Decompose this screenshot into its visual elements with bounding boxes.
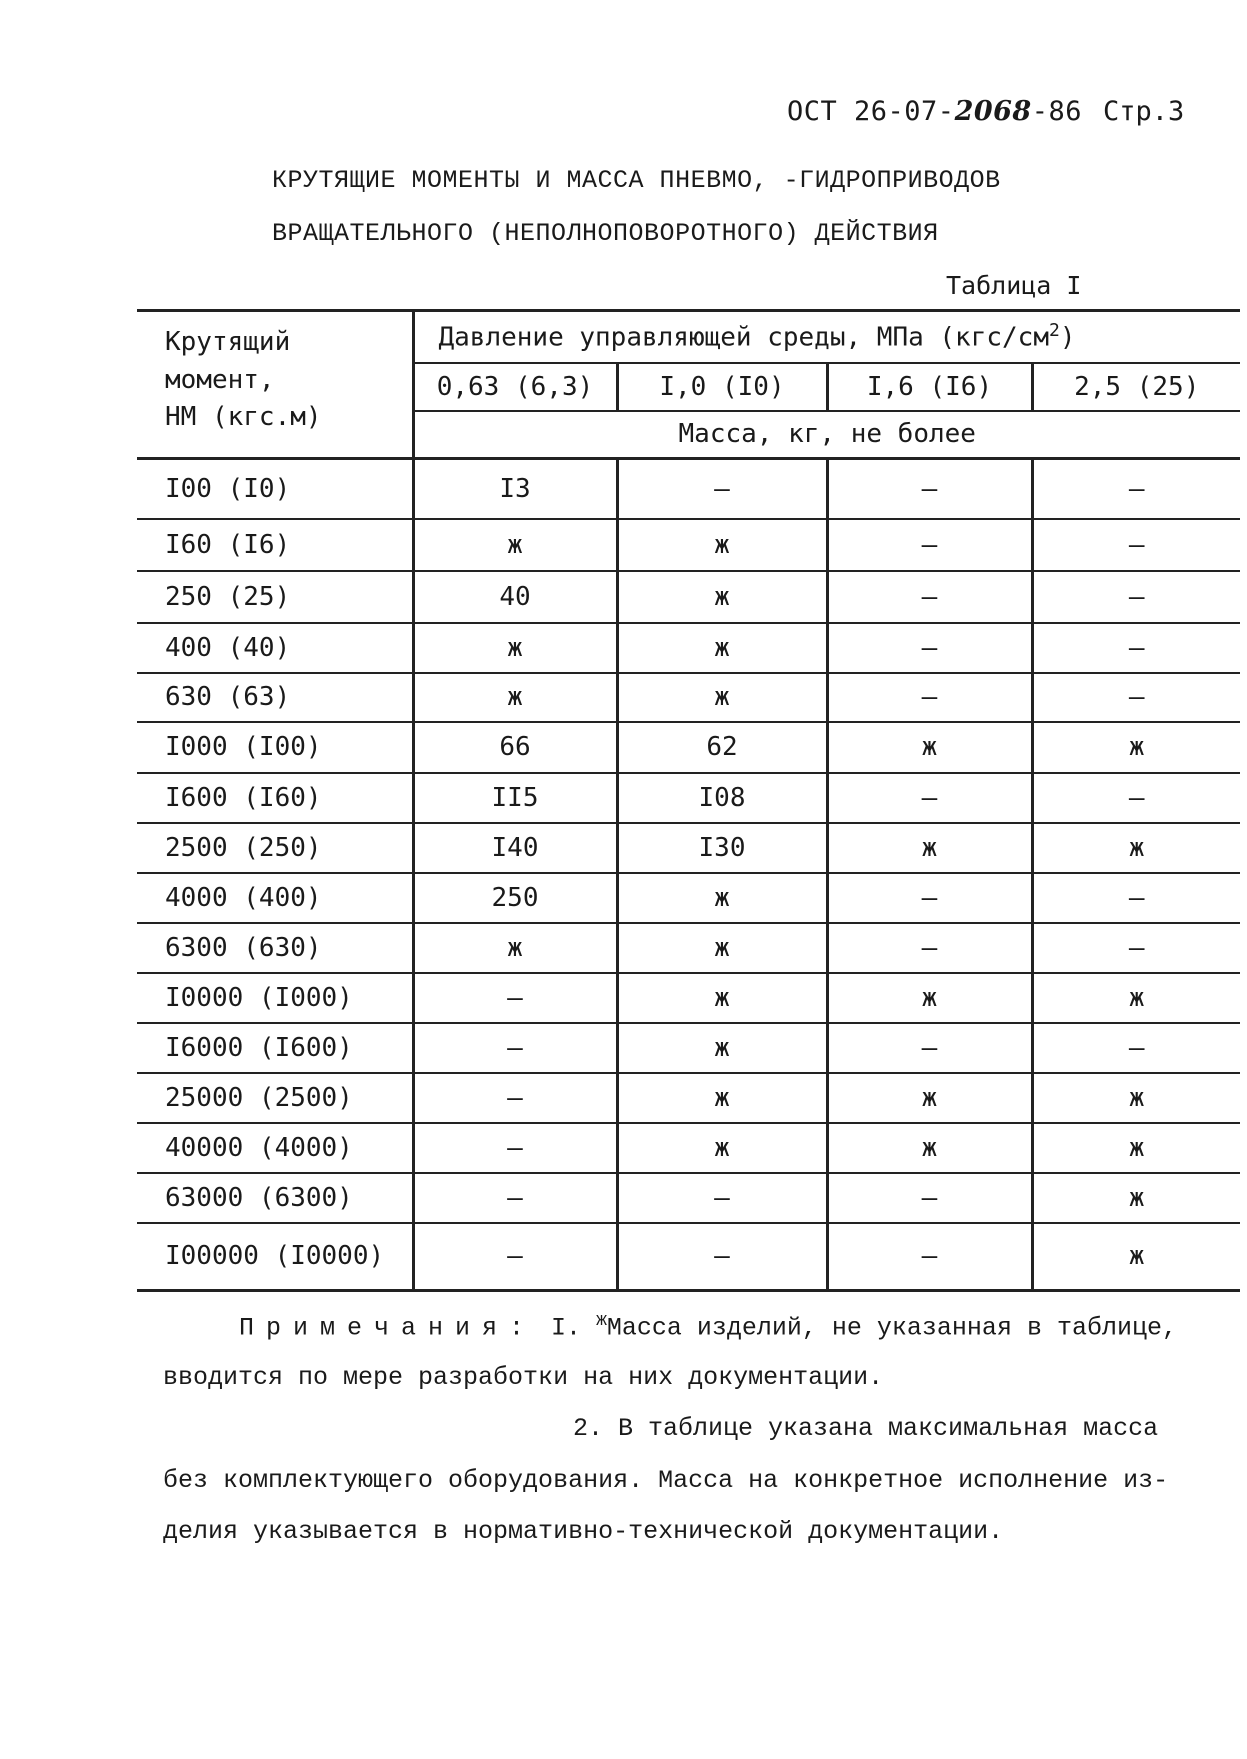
table-row — [137, 1123, 1240, 1173]
torque-cell: 2500 (250) — [137, 823, 413, 873]
torque-cell: I600 (I60) — [137, 773, 413, 823]
doc-number-suffix: -86 — [1031, 96, 1082, 127]
mass-cell: ж — [617, 623, 827, 673]
mass-cell: – — [1032, 519, 1240, 571]
pressure-value-header: 2,5 (25) — [1032, 363, 1240, 411]
note-1-text: Масса изделий, не указанная в таблице, — [606, 1313, 1177, 1343]
table-row — [137, 1073, 1240, 1123]
table-row — [137, 1173, 1240, 1223]
mass-cell: – — [617, 1223, 827, 1291]
doc-number-handwritten: 2068 — [954, 96, 1032, 127]
mass-cell: – — [827, 571, 1032, 623]
mass-cell: ж — [617, 519, 827, 571]
mass-cell: ж — [413, 923, 617, 973]
mass-cell: ж — [1032, 1073, 1240, 1123]
mass-cell: ж — [413, 519, 617, 571]
table-label: Таблица I — [946, 271, 1082, 300]
note-2-continuation-2: делия указывается в нормативно-технической документации. — [163, 1517, 1004, 1546]
doc-number-prefix: ОСТ 26-07- — [787, 96, 955, 127]
page-number: Стр.3 — [1103, 96, 1185, 127]
torque-cell: I00000 (I0000) — [137, 1223, 413, 1291]
mass-cell: ж — [413, 673, 617, 722]
mass-cell: – — [413, 1023, 617, 1073]
torque-cell: 40000 (4000) — [137, 1123, 413, 1173]
note-1-number: I. — [551, 1313, 597, 1343]
mass-cell: – — [1032, 673, 1240, 722]
mass-cell: – — [827, 773, 1032, 823]
mass-cell: ж — [617, 973, 827, 1023]
torque-cell: 400 (40) — [137, 623, 413, 673]
mass-cell: – — [827, 459, 1032, 519]
table-row — [137, 673, 1240, 722]
mass-cell: – — [617, 1173, 827, 1223]
torque-mass-table — [137, 309, 1240, 1292]
mass-cell: – — [413, 1173, 617, 1223]
mass-cell: ж — [827, 722, 1032, 773]
mass-cell: ж — [827, 1073, 1032, 1123]
mass-cell: – — [413, 1123, 617, 1173]
header-row-pressure — [137, 311, 1240, 363]
table-row — [137, 773, 1240, 823]
mass-cell: ж — [827, 973, 1032, 1023]
mass-header: Масса, кг, не более — [413, 411, 1240, 459]
mass-cell: I08 — [617, 773, 827, 823]
mass-cell: – — [827, 519, 1032, 571]
mass-cell: – — [827, 873, 1032, 923]
mass-cell: ж — [1032, 722, 1240, 773]
table-row — [137, 571, 1240, 623]
mass-cell: II5 — [413, 773, 617, 823]
mass-cell: I40 — [413, 823, 617, 873]
pressure-header-end: ) — [1059, 323, 1076, 354]
mass-cell: – — [1032, 773, 1240, 823]
mass-cell: 62 — [617, 722, 827, 773]
mass-cell: – — [827, 623, 1032, 673]
mass-cell: I3 — [413, 459, 617, 519]
pressure-value-header: I,6 (I6) — [827, 363, 1032, 411]
document-number — [787, 96, 1082, 127]
mass-cell: – — [413, 1223, 617, 1291]
table-row — [137, 519, 1240, 571]
mass-cell: ж — [617, 873, 827, 923]
mass-cell: ж — [617, 673, 827, 722]
mass-cell: – — [1032, 623, 1240, 673]
mass-cell: – — [617, 459, 827, 519]
mass-cell: – — [1032, 1023, 1240, 1073]
table-row — [137, 923, 1240, 973]
mass-cell: – — [1032, 873, 1240, 923]
mass-cell: – — [1032, 923, 1240, 973]
pressure-value-header: 0,63 (6,3) — [413, 363, 617, 411]
table-row — [137, 459, 1240, 519]
mass-cell: ж — [413, 623, 617, 673]
torque-cell: I00 (I0) — [137, 459, 413, 519]
torque-header-line: Крутящий — [165, 327, 291, 357]
mass-cell: ж — [617, 1023, 827, 1073]
table-row — [137, 873, 1240, 923]
table-row — [137, 823, 1240, 873]
mass-cell: ж — [617, 923, 827, 973]
mass-cell: – — [827, 923, 1032, 973]
mass-cell: ж — [827, 823, 1032, 873]
torque-cell: I60 (I6) — [137, 519, 413, 571]
pressure-header-sup: 2 — [1048, 320, 1060, 342]
note-1-continuation: вводится по мере разработки на них документации. — [163, 1363, 884, 1392]
torque-cell: 6300 (630) — [137, 923, 413, 973]
table-row — [137, 722, 1240, 773]
note-2: 2. В таблице указана максимальная масса — [573, 1414, 1159, 1443]
mass-cell: – — [413, 973, 617, 1023]
torque-cell: 250 (25) — [137, 571, 413, 623]
pressure-header-text: Давление управляющей среды, МПа (кгс/см — [438, 323, 1049, 354]
title-line-2: ВРАЩАТЕЛЬНОГО (НЕПОЛНОПОВОРОТНОГО) ДЕЙСТВИЯ — [272, 219, 939, 248]
asterisk-mark: ж — [596, 1311, 607, 1331]
mass-cell: ж — [1032, 1123, 1240, 1173]
torque-cell: 4000 (400) — [137, 873, 413, 923]
torque-header-line: НМ (кгс.м) — [165, 402, 322, 433]
torque-header-line: момент, — [165, 364, 275, 395]
torque-cell: 63000 (6300) — [137, 1173, 413, 1223]
mass-cell: I30 — [617, 823, 827, 873]
mass-cell: – — [827, 1023, 1032, 1073]
note-1 — [239, 1311, 1247, 1342]
mass-cell: – — [827, 1173, 1032, 1223]
table-row — [137, 1023, 1240, 1073]
torque-cell: 25000 (2500) — [137, 1073, 413, 1123]
mass-cell: – — [827, 1223, 1032, 1291]
mass-cell: ж — [1032, 1223, 1240, 1291]
torque-column-header — [137, 311, 413, 459]
mass-cell: ж — [1032, 823, 1240, 873]
mass-cell: – — [413, 1073, 617, 1123]
pressure-value-header: I,0 (I0) — [617, 363, 827, 411]
mass-cell: ж — [827, 1123, 1032, 1173]
mass-cell: 40 — [413, 571, 617, 623]
mass-cell: 66 — [413, 722, 617, 773]
title-line-1: КРУТЯЩИЕ МОМЕНТЫ И МАССА ПНЕВМО, -ГИДРОПРИВОДОВ — [272, 166, 1001, 195]
mass-cell: – — [1032, 459, 1240, 519]
table-row — [137, 1223, 1240, 1291]
mass-cell: ж — [617, 1073, 827, 1123]
mass-cell: ж — [617, 1123, 827, 1173]
mass-cell: ж — [617, 571, 827, 623]
mass-cell: ж — [1032, 1173, 1240, 1223]
mass-cell: – — [827, 673, 1032, 722]
notes-label: Примечания: — [239, 1313, 537, 1343]
mass-cell: ж — [1032, 973, 1240, 1023]
mass-cell: – — [1032, 571, 1240, 623]
table-row — [137, 973, 1240, 1023]
table-row — [137, 623, 1240, 673]
pressure-header — [413, 311, 1240, 363]
torque-cell: I000 (I00) — [137, 722, 413, 773]
note-2-continuation-1: без комплектующего оборудования. Масса на конкретное исполнение из- — [163, 1466, 1169, 1495]
torque-cell: 630 (63) — [137, 673, 413, 722]
mass-cell: 250 — [413, 873, 617, 923]
torque-cell: I6000 (I600) — [137, 1023, 413, 1073]
torque-cell: I0000 (I000) — [137, 973, 413, 1023]
